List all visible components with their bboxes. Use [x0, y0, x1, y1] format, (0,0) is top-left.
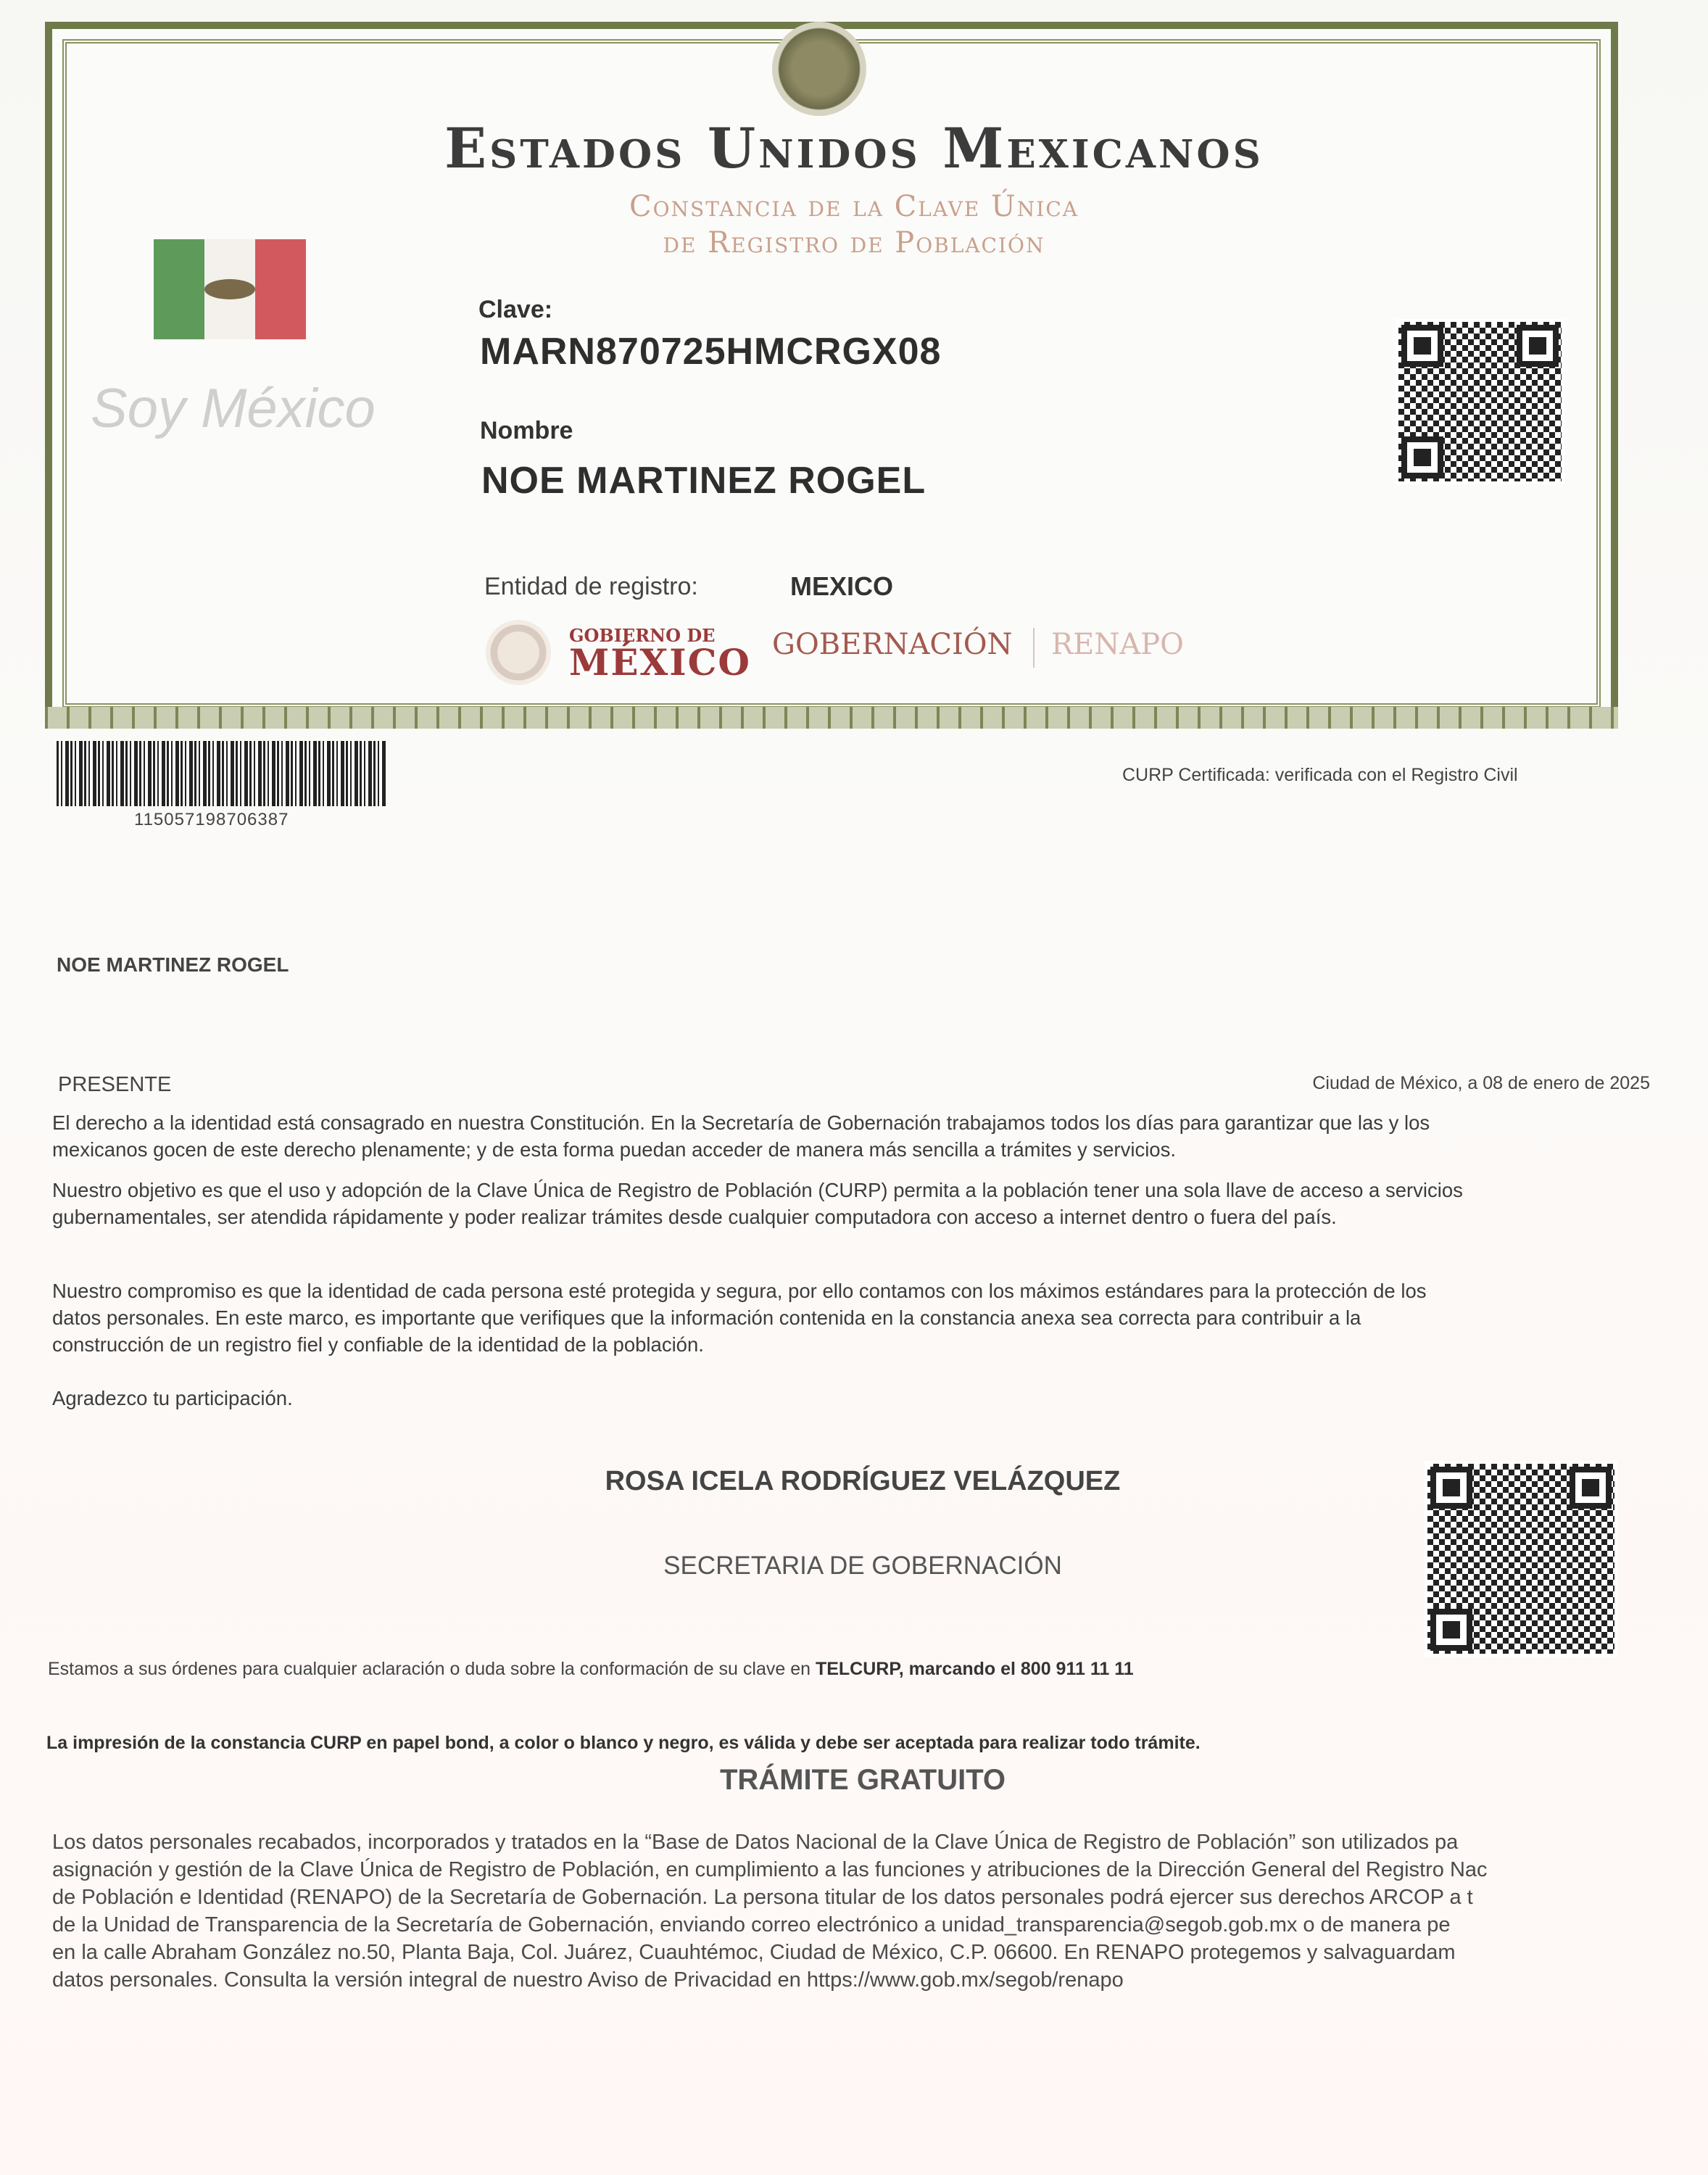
signature-qr-code — [1425, 1461, 1617, 1657]
barcode — [57, 741, 386, 806]
telcurp-contact: Estamos a sus órdenes para cualquier aclaración o duda sobre la conformación de su clave en TELCURP, marcando el 800 911 11 11 — [48, 1659, 1134, 1679]
soy-mexico-watermark: Soy México — [91, 378, 376, 439]
gobernacion-logo: GOBERNACIÓN — [772, 628, 1013, 661]
country-title: Estados Unidos Mexicanos — [444, 116, 1264, 181]
clave-label: Clave: — [478, 296, 553, 323]
certificate-qr-code — [1396, 319, 1564, 484]
paragraph-objective: Nuestro objetivo es que el uso y adopción de la Clave Única de Registro de Población (CURP) permita a la población tener una sola llave de acceso a servicios gubernamentales, ser atendida rápidamente y poder realizar trámites desde cualquier computadora con acceso a internet dentro o fuera del país. — [52, 1179, 1463, 1228]
tramite-gratuito: TRÁMITE GRATUITO — [719, 1764, 1006, 1796]
mexico-flag-icon — [154, 239, 306, 339]
curp-certificada-note: CURP Certificada: verificada con el Registro Civil — [1122, 765, 1518, 785]
presente-label: PRESENTE — [58, 1073, 172, 1096]
national-seal-icon — [772, 22, 866, 116]
logo-divider — [1033, 628, 1035, 668]
barcode-number: 115057198706387 — [134, 810, 289, 829]
gobierno-de-text: GOBIERNO DE — [569, 625, 716, 646]
nombre-label: Nombre — [480, 417, 573, 444]
renapo-logo: RENAPO — [1051, 628, 1184, 661]
nombre-value: NOE MARTINEZ ROGEL — [481, 460, 926, 502]
paragraph-commitment: Nuestro compromiso es que la identidad de cada persona esté protegida y segura, por ello contamos con los máximos estándares para la protección de los datos personales. En este marco, es importante que verifiques que la información contenida en la constancia anexa sea correcta para contribuir a la construcción de un registro fiel y confiable de la identidad de la población. — [52, 1280, 1427, 1356]
gobierno-seal-icon — [486, 620, 551, 685]
privacy-notice: Los datos personales recabados, incorporados y tratados en la “Base de Datos Nacional de la Clave Única de Registro de Población” son utilizados pa asignación y gestión de la Clave Única de Registro de Población, en cumplimiento a las funciones y atribuciones de la Dirección General del Registro Nac de Población e Identidad (RENAPO) de la Secretaría de Gobernación. La persona titular de los datos personales podrá ejercer sus derechos ARCOP a t de la Unidad de Transparencia de la Secretaría de Gobernación, enviando correo electrónico a unidad_transparencia@segob.gob.mx o de manera pe en la calle Abraham González no.50, Planta Baja, Col. Juárez, Cuauhtémoc, Ciudad de México, C.P. 06600. En RENAPO protegemos y salvaguardam datos personales. Consulta la versión integral de nuestro Aviso de Privacidad en https://www.gob.mx/segob/renapo — [52, 1831, 1488, 1992]
clave-value: MARN870725HMCRGX08 — [480, 331, 942, 373]
entidad-label: Entidad de registro: — [484, 573, 698, 600]
recipient-name: NOE MARTINEZ ROGEL — [57, 953, 289, 976]
letter-date: Ciudad de México, a 08 de enero de 2025 — [1312, 1073, 1650, 1093]
certificate-subtitle-line2: de Registro de Población — [663, 226, 1045, 260]
entidad-value: MEXICO — [790, 571, 894, 601]
agradezco-text: Agradezco tu participación. — [52, 1387, 293, 1409]
certificate-decorative-band — [45, 707, 1618, 729]
certificate-subtitle-line1: Constancia de la Clave Única — [629, 190, 1079, 223]
signer-title: SECRETARIA DE GOBERNACIÓN — [663, 1552, 1062, 1580]
signer-name: ROSA ICELA RODRÍGUEZ VELÁZQUEZ — [605, 1466, 1121, 1496]
impresion-validity-note: La impresión de la constancia CURP en papel bond, a color o blanco y negro, es válida y debe ser aceptada para realizar todo trámite. — [46, 1733, 1201, 1753]
telcurp-phone: TELCURP, marcando el 800 911 11 11 — [815, 1659, 1134, 1679]
mexico-logo-text: MÉXICO — [569, 641, 751, 684]
paragraph-identity: El derecho a la identidad está consagrado en nuestra Constitución. En la Secretaría de Gobernación trabajamos todos los días para garantizar que las y los mexicanos gocen de este derecho plenamente; y de esta forma puedan acceder de manera más sencilla a trámites y servicios. — [52, 1111, 1430, 1161]
